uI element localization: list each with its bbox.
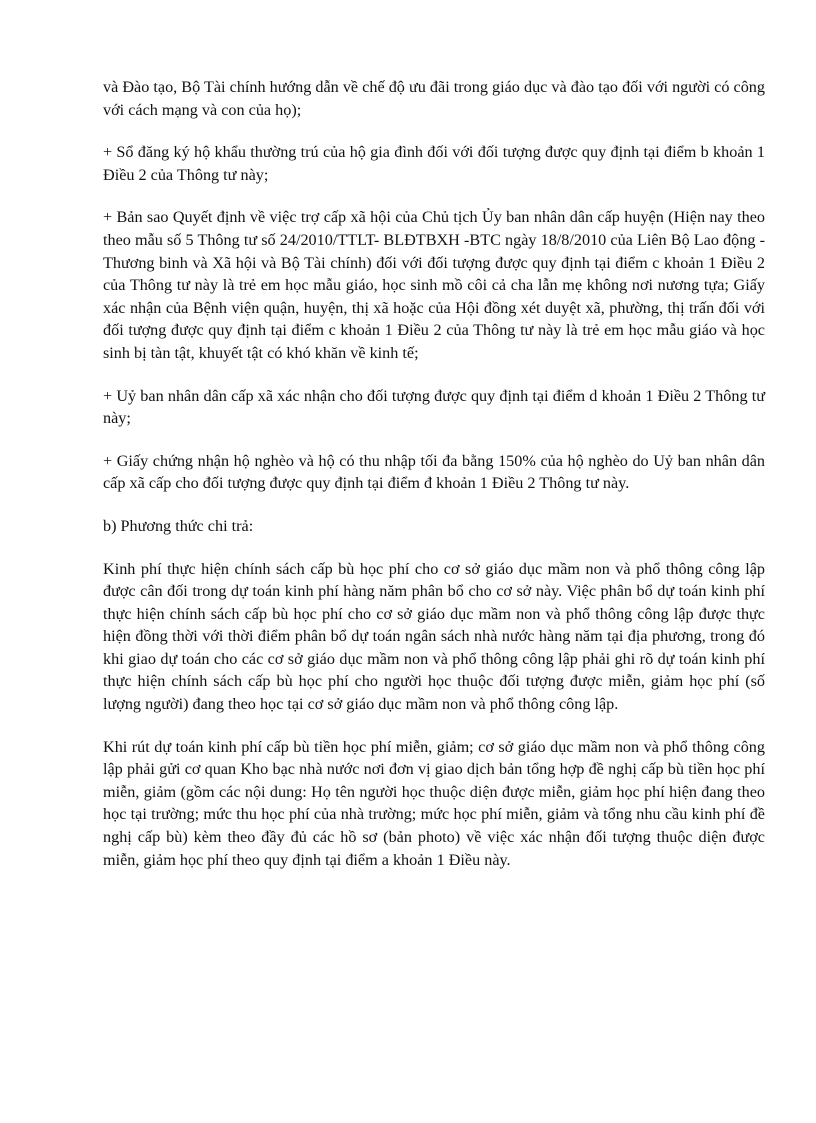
- paragraph-poor-household-certificate: + Giấy chứng nhận hộ nghèo và hộ có thu nhập tối đa bằng 150% của hộ nghèo do Uỷ ban nhân dân cấp xã cấp cho đối tượng được quy định tại điểm đ khoản 1 Điều 2 Thông tư này.: [103, 451, 765, 493]
- paragraph-funding-allocation: Kinh phí thực hiện chính sách cấp bù học phí cho cơ sở giáo dục mầm non và phổ thông công lập được cân đối trong dự toán kinh phí hàng năm phân bổ cho cơ sở này. Việc phân bổ dự toán kinh phí thực hiện chính sách cấp bù học phí cho cơ sở giáo dục mầm non và phổ thông công lập được thực hiện đồng thời với thời điểm phân bổ dự toán ngân sách nhà nước hàng năm tại địa phương, trong đó khi giao dự toán cho các cơ sở giáo dục mầm non và phổ thông công lập phải ghi rõ dự toán kinh phí thực hiện chính sách cấp bù học phí cho người học thuộc đối tượng được miễn, giảm học phí (số lượng người) đang theo học tại cơ sở giáo dục mầm non và phổ thông công lập.: [103, 559, 765, 714]
- paragraph-withdrawal-procedure: Khi rút dự toán kinh phí cấp bù tiền học phí miễn, giảm; cơ sở giáo dục mầm non và phổ thông công lập phải gửi cơ quan Kho bạc nhà nước nơi đơn vị giao dịch bản tổng hợp đề nghị cấp bù tiền học phí miễn, giảm (gồm các nội dung: Họ tên người học thuộc diện được miễn, giảm học phí hiện đang theo học tại trường; mức thu học phí của nhà trường; mức học phí miễn, giảm và tổng nhu cầu kinh phí đề nghị cấp bù) kèm theo đầy đủ các hồ sơ (bản photo) về việc xác nhận đối tượng thuộc diện được miễn, giảm học phí theo quy định tại điểm a khoản 1 Điều này.: [103, 737, 765, 869]
- paragraph-commune-confirmation: + Uỷ ban nhân dân cấp xã xác nhận cho đối tượng được quy định tại điểm d khoản 1 Điều 2 Thông tư này;: [103, 386, 765, 428]
- document-page: [103, 76, 765, 871]
- paragraph-household-registration: + Sổ đăng ký hộ khẩu thường trú của hộ gia đình đối với đối tượng được quy định tại điểm b khoản 1 Điều 2 của Thông tư này;: [103, 143, 765, 184]
- paragraph-continuation: và Đào tạo, Bộ Tài chính hướng dẫn về chế độ ưu đãi trong giáo dục và đào tạo đối với người có công với cách mạng và con của họ);: [103, 78, 765, 119]
- paragraph-social-allowance-decision: + Bản sao Quyết định về việc trợ cấp xã hội của Chủ tịch Ủy ban nhân dân cấp huyện (Hiện nay theo theo mẫu số 5 Thông tư số 24/2010/TTLT- BLĐTBXH -BTC ngày 18/8/2010 của Liên Bộ Lao động - Thương binh và Xã hội và Bộ Tài chính) đối với đối tượng được quy định tại điểm c khoản 1 Điều 2 của Thông tư này là trẻ em học mẫu giáo, học sinh mồ côi cả cha lẫn mẹ không nơi nương tựa; Giấy xác nhận của Bệnh viện quận, huyện, thị xã hoặc của Hội đồng xét duyệt xã, phường, thị trấn đối với đối tượng được quy định tại điểm c khoản 1 Điều 2 của Thông tư này là trẻ em học mẫu giáo và học sinh bị tàn tật, khuyết tật có khó khăn về kinh tế;: [103, 208, 765, 362]
- section-heading-payment-method: b) Phương thức chi trả:: [103, 516, 254, 535]
